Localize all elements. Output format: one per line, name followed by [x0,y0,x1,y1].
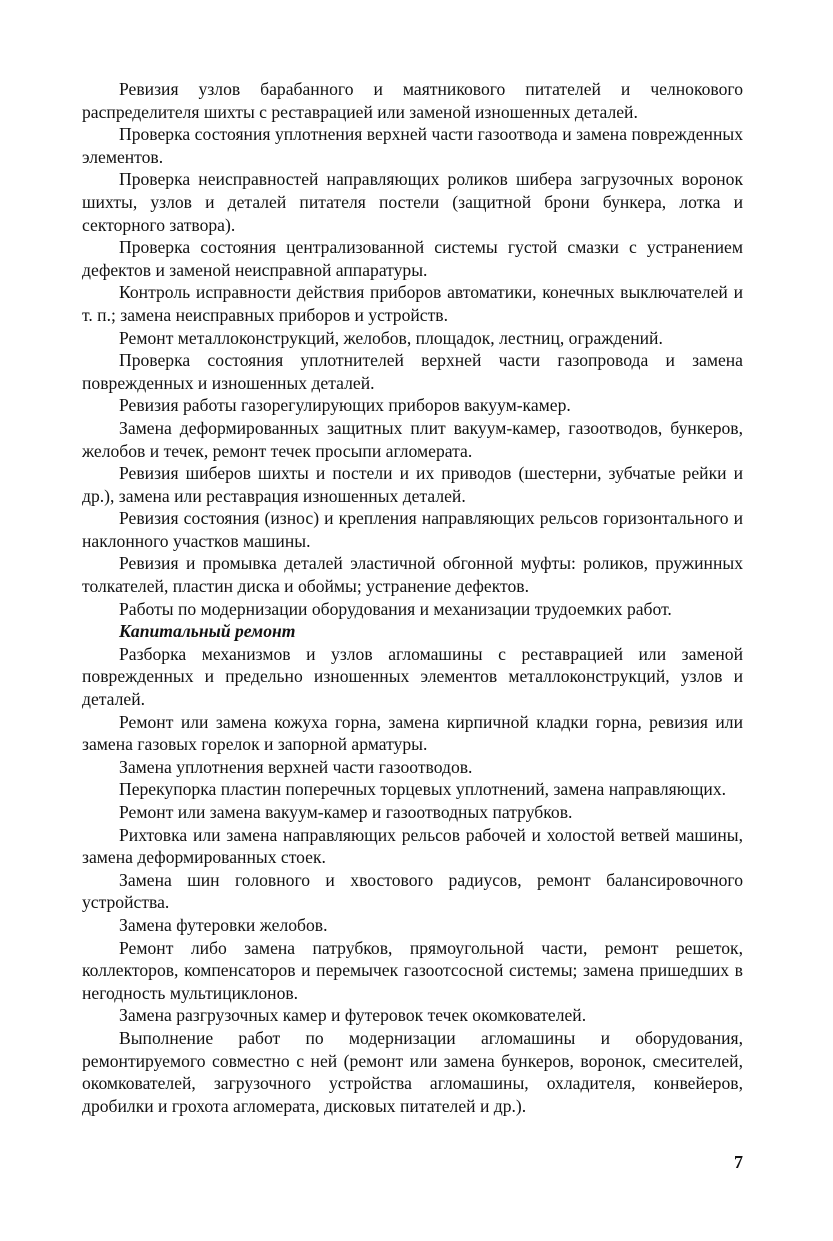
page-number: 7 [734,1152,743,1172]
paragraph: Ремонт или замена кожуха горна, замена кирпичной кладки горна, ревизия или замена газовых горелок и запорной арматуры. [82,711,743,755]
paragraph: Выполнение работ по модернизации агломашины и оборудования, ремонтируемого совместно с ней (ремонт или замена бункеров, воронок, смесителей, окомкователей, загрузочного устройства агломашины, охладителя, конвейеров, дробилки и грохота агломерата, дисковых питателей и др.). [82,1027,743,1116]
page-body [82,78,743,1117]
paragraph: Ревизия состояния (износ) и крепления направляющих рельсов горизонтального и наклонного участков машины. [82,508,743,551]
paragraph: Замена уплотнения верхней части газоотводов. [119,756,473,777]
paragraph: Проверка состояния уплотнения верхней части газоотвода и замена поврежденных элементов. [82,124,743,167]
paragraph: Ревизия узлов барабанного и маятникового питателей и челнокового распределителя шихты с реставрацией или заменой изношенных деталей. [82,79,743,122]
paragraph: Перекупорка пластин поперечных торцевых уплотнений, замена направляющих. [119,779,727,800]
paragraph: Проверка неисправностей направляющих роликов шибера загрузочных воронок шихты, узлов и деталей питателя постели (защитной брони бункера, лотка и секторного затвора). [82,169,743,235]
paragraph: Работы по модернизации оборудования и механизации трудоемких работ. [119,598,672,619]
section-heading: Капитальный ремонт [119,621,296,642]
paragraph: Ремонт или замена вакуум-камер и газоотводных патрубков. [119,802,573,822]
paragraph: Разборка механизмов и узлов агломашины с реставрацией или заменой поврежденных и предельно изношенных элементов металлоконструкций, узлов и деталей. [82,643,743,710]
paragraph: Проверка состояния централизованной системы густой смазки с устранением дефектов и заменой неисправной аппаратуры. [82,237,743,280]
paragraph: Ревизия и промывка деталей эластичной обгонной муфты: роликов, пружинных толкателей, пластин диска и обоймы; устранение дефектов. [82,553,743,597]
paragraph: Контроль исправности действия приборов автоматики, конечных выключателей и т. п.; замена неисправных приборов и устройств. [82,282,743,325]
paragraph: Ремонт либо замена патрубков, прямоугольной части, ремонт решеток, коллекторов, компенсаторов и перемычек газоотсосной системы; замена пришедших в негодность мультициклонов. [82,937,743,1003]
paragraph: Замена деформированных защитных плит вакуум-камер, газоотводов, бункеров, желобов и течек, ремонт течек просыпи агломерата. [82,417,743,461]
paragraph: Ревизия работы газорегулирующих приборов вакуум-камер. [119,395,571,416]
paragraph: Замена футеровки желобов. [119,914,328,935]
paragraph: Замена шин головного и хвостового радиусов, ремонт балансировочного устройства. [82,869,743,913]
paragraph: Замена разгрузочных камер и футеровок течек окомкователей. [119,1005,587,1026]
paragraph: Ремонт металлоконструкций, желобов, площадок, лестниц, ограждений. [119,327,663,348]
paragraph: Ревизия шиберов шихты и постели и их приводов (шестерни, зубчатые рейки и др.), замена или реставрация изношенных деталей. [82,463,743,506]
paragraph: Проверка состояния уплотнителей верхней части газопровода и замена поврежденных и изношенных деталей. [82,350,743,393]
paragraph: Рихтовка или замена направляющих рельсов рабочей и холостой ветвей машины, замена деформированных стоек. [82,824,743,868]
